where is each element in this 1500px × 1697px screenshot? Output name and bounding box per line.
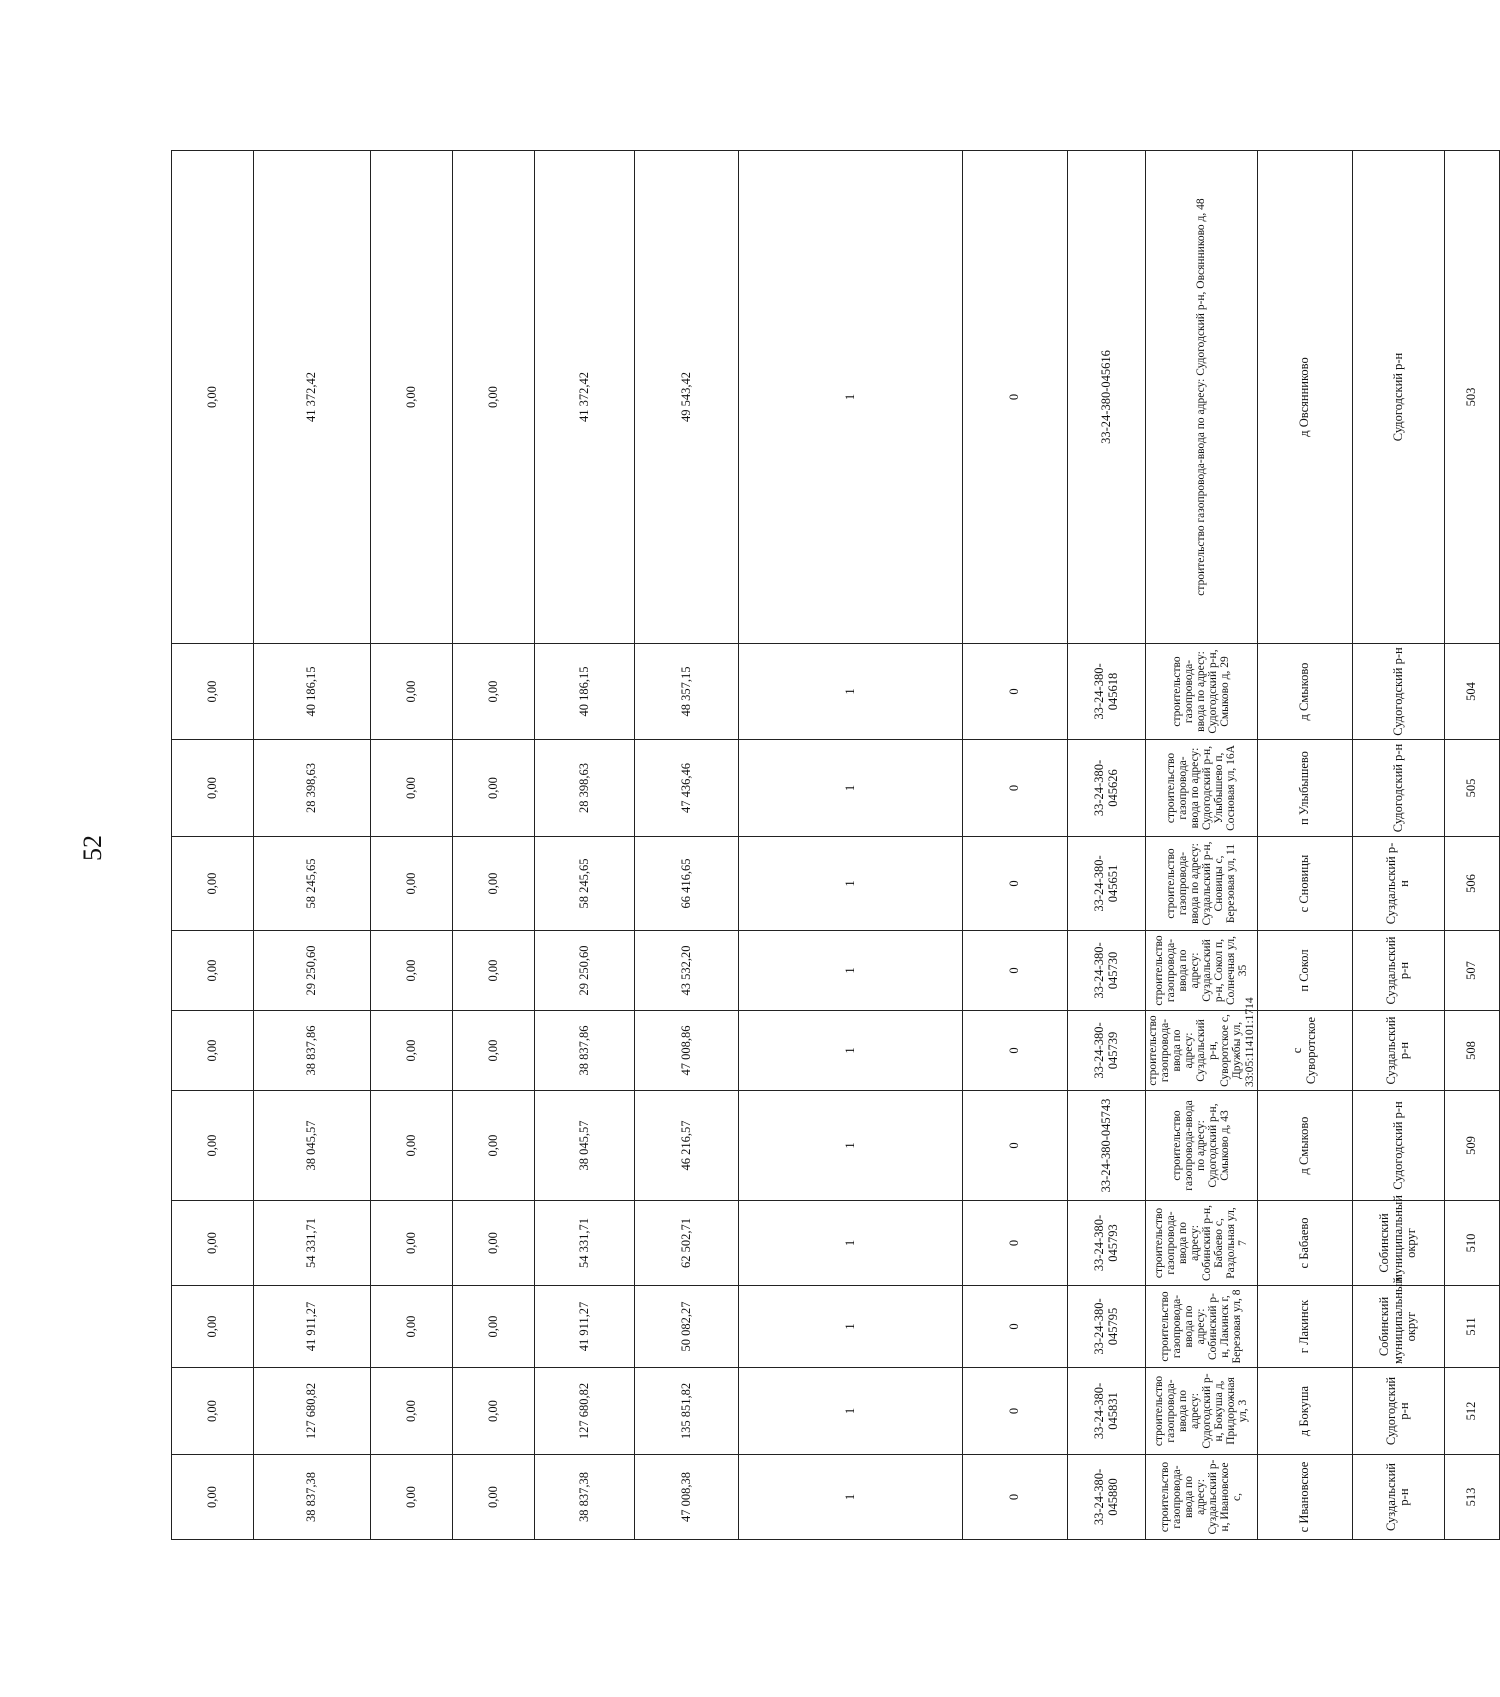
table-cell: 1 (739, 1201, 963, 1286)
table-cell: строительство газопровода-ввода по адресу: Судогодский р-н, Бокуша д, Придорожная ул, 3 (1146, 1368, 1258, 1455)
table-cell: 48 357,15 (635, 644, 739, 740)
table-cell: строительство газопровода-ввода по адресу: Судогодский р-н, Овсянниково д, 48 (1146, 151, 1258, 644)
object-row (1146, 151, 1258, 1540)
table-cell: 54 331,71 (535, 1201, 635, 1286)
table-cell: п Сокол (1257, 931, 1352, 1011)
table-cell: 0,00 (371, 931, 453, 1011)
table-cell: 33-24-380-045616 (1068, 151, 1146, 644)
table-cell: Суздальский р-н (1352, 931, 1444, 1011)
col-10-row (371, 151, 453, 1540)
table-cell: 513 (1444, 1455, 1499, 1540)
table-cell: 511 (1444, 1286, 1499, 1368)
district-row (1352, 151, 1444, 1540)
table-cell: 38 045,57 (535, 1091, 635, 1201)
table-cell: с Ивановское (1257, 1455, 1352, 1540)
table-cell: 510 (1444, 1201, 1499, 1286)
table-cell: 1 (739, 1011, 963, 1091)
table-cell: строительство газопровода-ввода по адресу: Собинский р-н, Лакинск г, Березовая ул, 8 (1146, 1286, 1258, 1368)
table-cell: 0,00 (453, 1286, 535, 1368)
table-cell: 0,00 (172, 1011, 254, 1091)
table-cell: 0 (963, 1091, 1068, 1201)
table-cell: 0,00 (371, 1091, 453, 1201)
table-cell: 1 (739, 1091, 963, 1201)
table-cell: 0,00 (453, 644, 535, 740)
table-cell: 0,00 (172, 740, 254, 837)
table-cell: 0,00 (172, 644, 254, 740)
table-cell: 0,00 (453, 1091, 535, 1201)
table-cell: 0 (963, 644, 1068, 740)
table-cell: 0 (963, 1368, 1068, 1455)
table-cell: 38 837,86 (254, 1011, 371, 1091)
table-cell: 38 837,86 (535, 1011, 635, 1091)
table-cell: 66 416,65 (635, 837, 739, 931)
table-cell: 0,00 (172, 931, 254, 1011)
table-cell: 0,00 (453, 1455, 535, 1540)
table-cell: 127 680,82 (254, 1368, 371, 1455)
table-cell: 0,00 (371, 1455, 453, 1540)
table-cell: 0,00 (453, 1011, 535, 1091)
table-cell: Суздальский р-н (1352, 837, 1444, 931)
table-cell: п Улыбышево (1257, 740, 1352, 837)
table-cell: 1 (739, 151, 963, 644)
table-cell: 29 250,60 (535, 931, 635, 1011)
table-cell: 28 398,63 (535, 740, 635, 837)
table-cell: 49 543,42 (635, 151, 739, 644)
table-cell: 0,00 (453, 1201, 535, 1286)
table-cell: 0 (963, 931, 1068, 1011)
table-cell: строительство газопровода-ввода по адресу: Судогодский р-н, Смыково д, 43 (1146, 1091, 1258, 1201)
table-cell: 0,00 (172, 1455, 254, 1540)
table-cell: г Лакинск (1257, 1286, 1352, 1368)
table-cell: 127 680,82 (535, 1368, 635, 1455)
table-cell: 0,00 (371, 1368, 453, 1455)
table-cell: 33-24-380-045730 (1068, 931, 1146, 1011)
table-cell: 33-24-380-045651 (1068, 837, 1146, 931)
table-cell: Судогодский р-н (1352, 644, 1444, 740)
table-cell: 0,00 (371, 740, 453, 837)
table-cell: строительство газопровода-ввода по адресу: Суздальский р-н, Суворотское с, Дружбы ул, 33:05:114101:1714 (1146, 1011, 1258, 1091)
table-cell: 0,00 (371, 151, 453, 644)
table-cell: 0,00 (453, 740, 535, 837)
table-cell: 33-24-380-045795 (1068, 1286, 1146, 1368)
table-cell: 0,00 (371, 1011, 453, 1091)
table-cell: 47 436,46 (635, 740, 739, 837)
table-cell: 504 (1444, 644, 1499, 740)
table-cell: 507 (1444, 931, 1499, 1011)
table-cell: 33-24-380-045880 (1068, 1455, 1146, 1540)
table-cell: 506 (1444, 837, 1499, 931)
table-cell: 1 (739, 644, 963, 740)
table-cell: 0 (963, 1286, 1068, 1368)
col-6-row (739, 151, 963, 1540)
table-cell: 1 (739, 1368, 963, 1455)
table-cell: 43 532,20 (635, 931, 739, 1011)
table-cell: 0,00 (172, 1286, 254, 1368)
table-cell: 0,00 (172, 1091, 254, 1201)
col-9-row (453, 151, 535, 1540)
table-cell: 58 245,65 (254, 837, 371, 931)
settlement-row (1257, 151, 1352, 1540)
table-cell: 40 186,15 (254, 644, 371, 740)
table-cell: 0,00 (172, 151, 254, 644)
table-cell: 0 (963, 1455, 1068, 1540)
table-cell: 0 (963, 151, 1068, 644)
table-cell: 0 (963, 1201, 1068, 1286)
table-cell: 50 082,27 (635, 1286, 739, 1368)
table-cell: 33-24-380-045793 (1068, 1201, 1146, 1286)
table-cell: 41 911,27 (535, 1286, 635, 1368)
table-cell: строительство газопровода-ввода по адресу: Судогодский р-н, Улыбышево п, Сосновая ул, 16А (1146, 740, 1258, 837)
table-cell: 58 245,65 (535, 837, 635, 931)
table-cell: 512 (1444, 1368, 1499, 1455)
table-cell: строительство газопровода-ввода по адресу: Судогодский р-н, Смыково д, 29 (1146, 644, 1258, 740)
table-cell: 33-24-380-045626 (1068, 740, 1146, 837)
table-cell: 0 (963, 1011, 1068, 1091)
table-cell: Судогодский р-н (1352, 740, 1444, 837)
table-cell: 38 837,38 (254, 1455, 371, 1540)
number-row (1444, 151, 1499, 1540)
table-cell: 503 (1444, 151, 1499, 644)
table-cell: 0,00 (371, 1201, 453, 1286)
col-5-row (963, 151, 1068, 1540)
table-cell: 1 (739, 1286, 963, 1368)
cadastral-row (1068, 151, 1146, 1540)
table-cell: 1 (739, 931, 963, 1011)
table-cell: 509 (1444, 1091, 1499, 1201)
col-12-row (172, 151, 254, 1540)
table-cell: 0 (963, 740, 1068, 837)
rotated-table-sheet (171, 150, 1478, 1540)
table-cell: Суздальский р-н (1352, 1455, 1444, 1540)
table-cell: Собинский муниципальный округ (1352, 1201, 1444, 1286)
table-cell: 28 398,63 (254, 740, 371, 837)
table-cell: 508 (1444, 1011, 1499, 1091)
col-7-row (635, 151, 739, 1540)
table-cell: 0,00 (371, 1286, 453, 1368)
table-cell: 40 186,15 (535, 644, 635, 740)
col-11-row (254, 151, 371, 1540)
table-cell: строительство газопровода-ввода по адресу: Собинский р-н, Бабаево с, Раздольная ул, 7 (1146, 1201, 1258, 1286)
table-cell: 29 250,60 (254, 931, 371, 1011)
table-cell: 1 (739, 837, 963, 931)
table-cell: д Смыково (1257, 644, 1352, 740)
table-cell: Судогодский р-н (1352, 1091, 1444, 1201)
table-cell: 33-24-380-045739 (1068, 1011, 1146, 1091)
table-cell: 0,00 (172, 1368, 254, 1455)
table-cell: Собинский муниципальный округ (1352, 1286, 1444, 1368)
table-cell: 33-24-380-045743 (1068, 1091, 1146, 1201)
table-cell: 62 502,71 (635, 1201, 739, 1286)
table-cell: 1 (739, 740, 963, 837)
table-cell: д Смыково (1257, 1091, 1352, 1201)
table-cell: 41 372,42 (254, 151, 371, 644)
page-number: 52 (78, 835, 107, 861)
table-cell: 47 008,38 (635, 1455, 739, 1540)
table-body (172, 151, 1500, 1540)
table-cell: с Сновицы (1257, 837, 1352, 931)
table-cell: 0,00 (453, 1368, 535, 1455)
table-cell: строительство газопровода-ввода по адресу: Суздальский р-н, Сновицы с, Березовая ул, 11 (1146, 837, 1258, 931)
table-cell: 0 (963, 837, 1068, 931)
table-cell: д Бокуша (1257, 1368, 1352, 1455)
table-cell: 0,00 (453, 837, 535, 931)
table-cell: 41 911,27 (254, 1286, 371, 1368)
table-cell: 0,00 (172, 1201, 254, 1286)
table-cell: 135 851,82 (635, 1368, 739, 1455)
table-cell: с Суворотское (1257, 1011, 1352, 1091)
table-cell: 505 (1444, 740, 1499, 837)
table-cell: 38 045,57 (254, 1091, 371, 1201)
table-cell: 33-24-380-045831 (1068, 1368, 1146, 1455)
table-cell: 1 (739, 1455, 963, 1540)
table-cell: Судогодский р-н (1352, 1368, 1444, 1455)
table-cell: с Бабаево (1257, 1201, 1352, 1286)
table-cell: строительство газопровода-ввода по адресу: Суздальский р-н, Ивановское с, (1146, 1455, 1258, 1540)
table-cell: строительство газопровода-ввода по адресу: Суздальский р-н, Сокол п, Солнечная ул, 35 (1146, 931, 1258, 1011)
table-cell: Суздальский р-н (1352, 1011, 1444, 1091)
table-cell: д Овсянниково (1257, 151, 1352, 644)
table-cell: 0,00 (172, 837, 254, 931)
table-cell: 0,00 (371, 644, 453, 740)
table-cell: 54 331,71 (254, 1201, 371, 1286)
table-cell: 0,00 (453, 931, 535, 1011)
table-cell: 38 837,38 (535, 1455, 635, 1540)
col-8-row (535, 151, 635, 1540)
table-cell: 33-24-380-045618 (1068, 644, 1146, 740)
table-cell: 41 372,42 (535, 151, 635, 644)
data-table (171, 150, 1500, 1540)
table-cell: 0,00 (371, 837, 453, 931)
table-cell: 0,00 (453, 151, 535, 644)
table-cell: 46 216,57 (635, 1091, 739, 1201)
table-cell: 47 008,86 (635, 1011, 739, 1091)
table-cell: Судогодский р-н (1352, 151, 1444, 644)
